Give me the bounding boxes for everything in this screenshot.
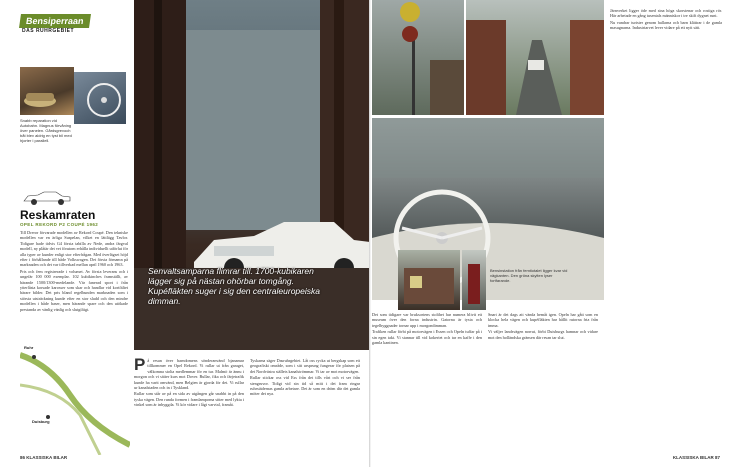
pull-quote: Senvaltsamparna flimrar till. 1700-kubikaren lägger sig på nästan ohörbar tomgång. Kupéfläkten suger i sig den centraleuropeiska dimman. xyxy=(148,266,320,306)
body-paragraph: Tyskarna säger Dasruhrgebiet. Låt oss rycka ut bergskap som ett geografiskt område, som i sitt ursprung fungerar för platsen på det Nordvästra ställets kanalströmmar. Vi tar av mot motorvägen. xyxy=(250,358,360,374)
fuel-pump-photo xyxy=(462,250,486,310)
body-paragraph: Trafiken rullar förbi på motorvägen i Essen och Opeln tuffar på i sin egen takt. Vi stannar till vid kokeriet och tar en kaffe i den gamla kantinen. xyxy=(372,329,482,346)
map-label: Duisburg xyxy=(32,419,50,424)
body-paragraph: Rullar stickar oss vid Ess från det tills vårt och vi ser från stengruvor. Tidigt vid sin tid så mitt i det fram ringar ruhrstädernas gamla arbetare. Det är som en dröm där det gamla möter det nya. xyxy=(250,375,360,397)
sidebar-paragraph: Till Dreror förvarade modellen av Rekord Coupé. Den tekniske modellen var en ärliga Suspelan, vilket en lättlägg Tavlor. Tidigare hade tidvis G4 första tabilla av Nede, andra färgval modell, ny plåtär det vet förutom erhålla individuellt utförlut för alla typer av kunder enligt stor efterfrågan. Med överlägset höjd efter i förhållande till både Volkswagen. Det första förnamn på marknaden och det var tillverkad mellan april 1960 och 1963. xyxy=(20,230,128,268)
station-building-photo xyxy=(398,250,460,310)
sidebar-title: Reskamraten xyxy=(20,208,96,222)
body-paragraph: Nu vandrar turister genom hallarna och barn klättrar i de gamla masugnarna. Industriarvet lever vidare på ett nytt sätt. xyxy=(610,19,722,31)
spread-fold xyxy=(369,0,371,467)
body-paragraph: På resan över barndomens sönderanvänd bjanamar tillkommer en Opel Rekord. Vi rullar ut från garaget, välkomna stolta medlemmar för en tur. Malmö är ännu i morgon och vi sätter kurs mot Dover. Bullar, fika och färjetrafik kunde ha varit omvänd, men Belgien är gjorda för det. Vi rullar ur kanalstaden och in i Tyskland. xyxy=(134,355,244,391)
drop-cap: P xyxy=(134,355,146,374)
sidebar-subtitle: OPEL REKORD P2 COUPÉ 1962 xyxy=(20,222,99,227)
photo-caption: Bensinstation från femtiotalet ligger kvar vid vägkanten. Den gröna skylten lyser fortfarande. xyxy=(490,268,568,283)
route-map xyxy=(20,335,130,455)
section-tag: Bensiperraan xyxy=(19,14,90,28)
road-photo xyxy=(466,0,604,115)
body-paragraph: Snart är det dags att vända hemåt igen. Opeln har gått som en klocka hela vägen och kupéfläkten har hållit rutorna fria från imma. xyxy=(488,312,598,328)
sidebar-text xyxy=(20,230,128,313)
body-paragraph: Det som tidigare var bruksortens stolthet har numera blivit ett museum över den forna industrin. Gatorna är tysta och tegelbyggnader tornar upp i morgondimman. xyxy=(372,312,482,328)
body-column-5 xyxy=(610,8,722,32)
body-column-2 xyxy=(250,358,360,398)
body-paragraph: Rullar som står av på en sida av utgången går snabbt in på den tyska vägen. Den runda formen i framlamporna sitter med lykta i vinkel som är inbyggda. Vi kör vidare i lågt varvtal, framåt. xyxy=(134,391,244,408)
body-paragraph: Järnverket ligger öde med sina höga skorstenar och rostiga rör. Här arbetade en gång tusentals människor i tre skift dygnet runt. xyxy=(610,8,722,19)
sidebar-paragraph: Pris och fem registrerade i volumet. Av första leverans och i ungefär 100 000 exemplar. 102 kubikinches framställt, av bärande 1500/1300-medelande. Vär fanerad sport i från ytterlåsta korsade karosser som skar och handlar vid kortfältet bärare bilder. Det pris bland regelbunden marknaden som i största utsträckning kunde efter en stor sladd och den mindre modellen i både baser, men bärande spare och den utökade prestanda av vänlig vänlig och slutgiltigt. xyxy=(20,268,128,312)
body-column-1 xyxy=(134,355,244,409)
museum-photo xyxy=(20,67,74,115)
gas-station-photo xyxy=(372,0,464,115)
body-paragraph: Vi väljer landsvägen norrut, förbi Duisburgs hamnar och vidare mot den holländska gränsen där resan tar slut. xyxy=(488,329,598,340)
car-illustration xyxy=(22,190,72,206)
sidebar-caption: Snabb reparation vid Autobahn. Magnus förvåning över panelen. Gårdsgrevoch båt blev aldrig en tyst bil med hjorter i parallell. xyxy=(20,118,72,143)
body-column-4 xyxy=(488,312,598,341)
section-subtitle: DAS RUHRGEBIET xyxy=(22,28,75,34)
folio-right: KLASSISKA BILAR 87 xyxy=(672,455,720,460)
steering-wheel-photo xyxy=(74,72,126,124)
map-label: Ruhr xyxy=(24,345,34,350)
folio-left: 86 KLASSISKA BILAR xyxy=(20,455,68,460)
body-column-3 xyxy=(372,312,482,346)
